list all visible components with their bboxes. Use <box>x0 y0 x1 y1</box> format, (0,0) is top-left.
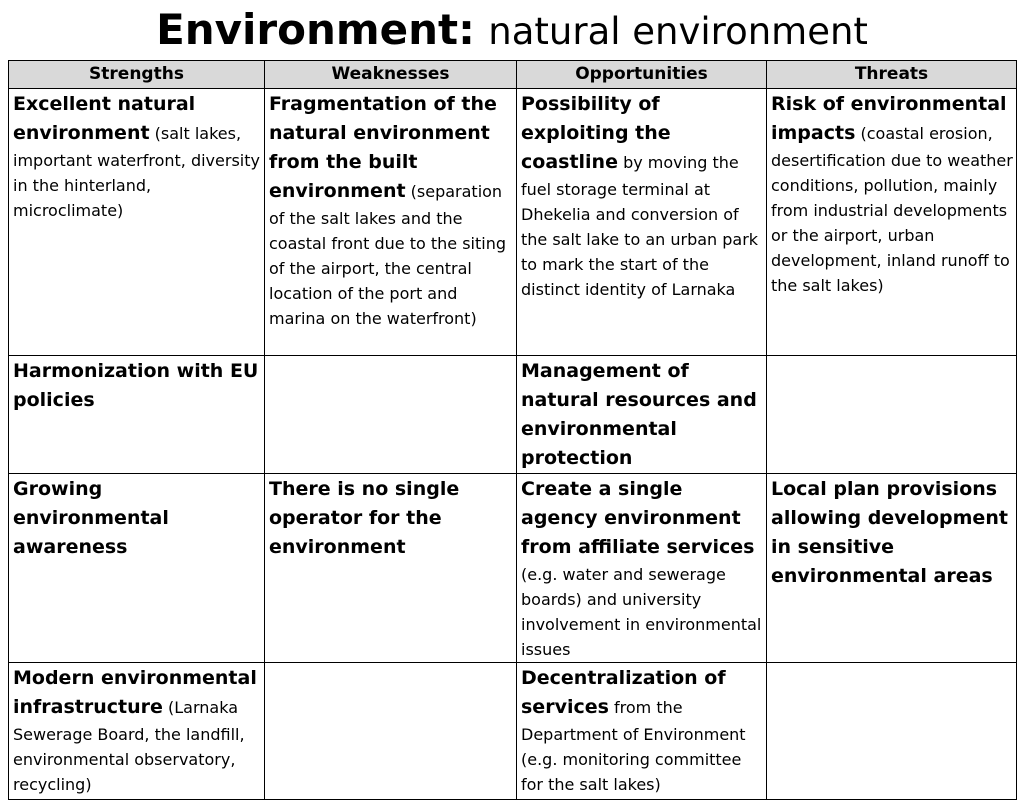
opportunities-cell <box>517 663 767 800</box>
weaknesses-cell <box>265 663 517 800</box>
cell-heading: Harmonization with EU policies <box>13 360 259 411</box>
cell-heading: Local plan provisions allowing development in sensitive environmental areas <box>771 478 1008 587</box>
cell-heading: Possibility of exploiting the coastline <box>521 93 671 173</box>
threats-cell <box>767 474 1017 663</box>
strengths-cell <box>9 474 265 663</box>
cell-detail: by moving the fuel storage terminal at Dhekelia and conversion of the salt lake to an urban park to mark the start of the distinct identity of Larnaka <box>521 153 759 299</box>
cell-heading: Modern environmental infrastructure <box>13 667 257 718</box>
page-title <box>0 4 1024 58</box>
opportunities-cell <box>517 89 767 356</box>
opportunities-cell <box>517 356 767 474</box>
cell-detail: (Larnaka Sewerage Board, the landfill, environmental observatory, recycling) <box>13 698 245 794</box>
threats-cell <box>767 356 1017 474</box>
table-row <box>9 474 1017 663</box>
strengths-cell <box>9 89 265 356</box>
swot-table <box>8 60 1017 800</box>
weaknesses-cell <box>265 89 517 356</box>
weaknesses-cell <box>265 474 517 663</box>
cell-detail: (coastal erosion, desertification due to weather conditions, pollution, mainly from industrial developments or the airport, urban development, inland runoff to the salt lakes) <box>771 124 1013 295</box>
cell-detail: from the Department of Environment (e.g. monitoring committee for the salt lakes) <box>521 698 746 794</box>
table-row <box>9 89 1017 356</box>
table-header-row <box>9 61 1017 89</box>
cell-heading: There is no single operator for the environment <box>269 478 460 558</box>
strengths-cell <box>9 663 265 800</box>
page-title-bold: Environment: <box>156 5 475 54</box>
cell-heading: Create a single agency environment from affiliate services <box>521 478 755 558</box>
column-header-threats: Threats <box>767 61 1017 89</box>
weaknesses-cell <box>265 356 517 474</box>
cell-heading: Fragmentation of the natural environment from the built environment <box>269 93 497 202</box>
column-header-weaknesses: Weaknesses <box>265 61 517 89</box>
cell-detail: (e.g. water and sewerage boards) and university involvement in environmental issues <box>521 565 762 659</box>
opportunities-cell <box>517 474 767 663</box>
cell-heading: Growing environmental awareness <box>13 478 169 558</box>
threats-cell <box>767 663 1017 800</box>
cell-detail: (salt lakes, important waterfront, diversity in the hinterland, microclimate) <box>13 124 260 220</box>
table-row <box>9 356 1017 474</box>
column-header-opportunities: Opportunities <box>517 61 767 89</box>
cell-detail: (separation of the salt lakes and the coastal front due to the siting of the airport, the central location of the port and marina on the waterfront) <box>269 182 506 328</box>
cell-heading: Risk of environmental impacts <box>771 93 1007 144</box>
cell-heading: Excellent natural environment <box>13 93 196 144</box>
strengths-cell <box>9 356 265 474</box>
cell-heading: Decentralization of services <box>521 667 726 718</box>
cell-heading: Management of natural resources and environmental protection <box>521 360 757 469</box>
table-row <box>9 663 1017 800</box>
threats-cell <box>767 89 1017 356</box>
page-title-subtitle: natural environment <box>488 10 868 53</box>
column-header-strengths: Strengths <box>9 61 265 89</box>
